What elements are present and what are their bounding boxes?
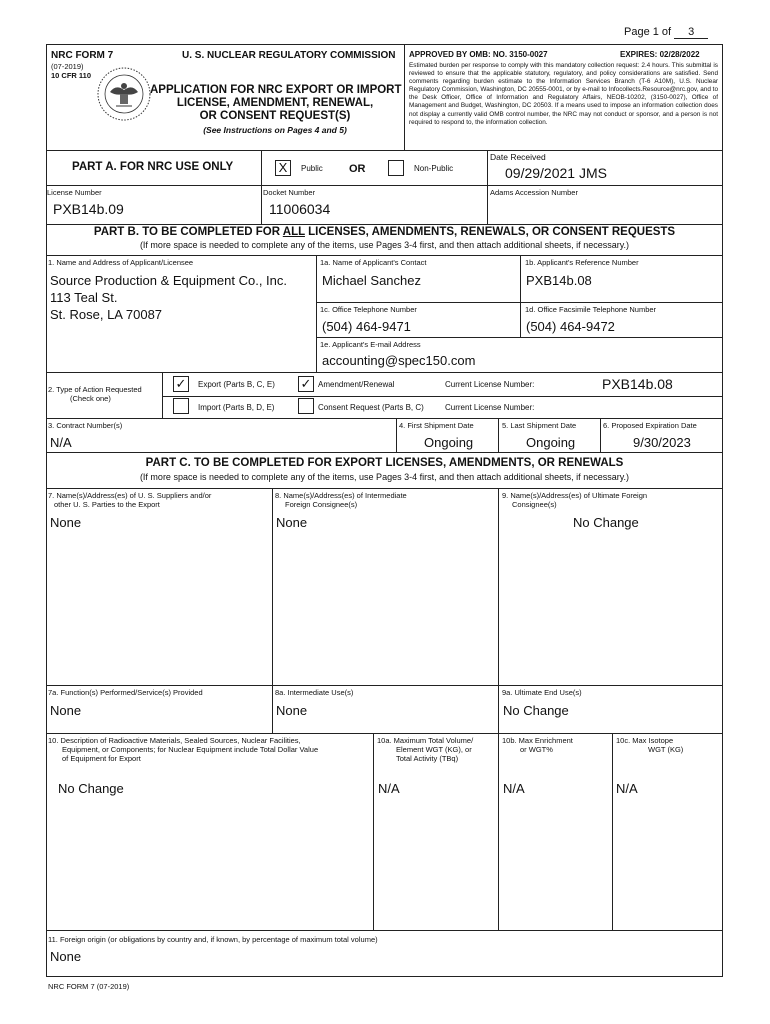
part-b-row2-rule	[46, 372, 723, 373]
part-c-row10-rule	[46, 733, 723, 734]
form-id: NRC FORM 7	[51, 50, 114, 61]
nonpublic-checkbox[interactable]	[388, 160, 404, 176]
field1a-value[interactable]: Michael Sanchez	[322, 273, 421, 288]
field4-value[interactable]: Ongoing	[424, 435, 474, 450]
part-a-mid-rule	[46, 185, 723, 186]
date-received-value[interactable]: 09/29/2021 JMS	[505, 165, 607, 181]
instructions-note: (See Instructions on Pages 4 and 5)	[203, 125, 347, 135]
field4-label: 4. First Shipment Date	[399, 421, 474, 430]
nonpublic-label: Non-Public	[414, 164, 454, 173]
field10-label-line3: of Equipment for Export	[62, 754, 141, 763]
field7-label-line2: other U. S. Parties to the Export	[54, 500, 160, 509]
field1a-label: 1a. Name of Applicant's Contact	[320, 258, 427, 267]
docket-number-value[interactable]: 11006034	[269, 201, 331, 217]
form-title-line1: APPLICATION FOR NRC EXPORT OR IMPORT	[150, 84, 402, 96]
agency-name: U. S. NUCLEAR REGULATORY COMMISSION	[182, 50, 396, 61]
form-title-line2: LICENSE, AMENDMENT, RENEWAL,	[176, 97, 374, 109]
field7-label-line1: 7. Name(s)/Address(es) of U. S. Suppliers and/or	[48, 491, 212, 500]
field7-value[interactable]: None	[50, 515, 82, 530]
part-b-title-all: ALL	[282, 226, 305, 238]
field1c-label: 1c. Office Telephone Number	[320, 305, 417, 314]
part-a-top-rule	[46, 150, 723, 151]
omb-approval: APPROVED BY OMB: NO. 3150-0027	[409, 50, 548, 59]
field1-line1[interactable]: Source Production & Equipment Co., Inc.	[50, 273, 288, 288]
field7a-value[interactable]: None	[50, 703, 82, 718]
part-a-divider-1	[261, 150, 262, 224]
export-label: Export (Parts B, C, E)	[198, 380, 275, 389]
field6-value[interactable]: 9/30/2023	[633, 435, 691, 450]
date-received-label: Date Received	[490, 152, 546, 162]
field2-mid-rule	[162, 396, 723, 397]
field10-label-line1: 10. Description of Radioactive Materials, Sealed Sources, Nuclear Facilities,	[48, 736, 301, 745]
page-number	[624, 26, 708, 39]
omb-expires: EXPIRES: 02/28/2022	[620, 50, 700, 59]
current-license-value[interactable]: PXB14b.08	[602, 376, 673, 392]
field8a-label: 8a. Intermediate Use(s)	[275, 688, 354, 697]
nrc-seal-icon	[96, 66, 152, 122]
field10b-label-line2: or WGT%	[520, 745, 553, 754]
part-b-subtitle: (If more space is needed to complete any of the items, use Pages 3-4 first, and then attach additional sheets, if necessary.)	[139, 240, 630, 250]
field2-label-line2: (Check one)	[70, 394, 111, 403]
field10a-value[interactable]: N/A	[378, 781, 400, 796]
field10a-label-line2: Element WGT (KG), or	[396, 745, 472, 754]
part-c-col-2	[498, 488, 499, 733]
part-b-row-1e-rule	[316, 337, 723, 338]
field5-divider	[498, 418, 499, 452]
public-checkbox[interactable]: X	[275, 160, 291, 176]
part-a-divider-2	[487, 150, 488, 224]
export-checkbox[interactable]: ✓	[173, 376, 189, 392]
field1b-value[interactable]: PXB14b.08	[526, 273, 592, 288]
field10b-value[interactable]: N/A	[503, 781, 525, 796]
header-divider	[404, 44, 405, 150]
field8-label-line1: 8. Name(s)/Address(es) of Intermediate	[275, 491, 407, 500]
current-license-label-2: Current License Number:	[445, 403, 535, 412]
part-b-top-rule	[46, 224, 723, 225]
field9-value[interactable]: No Change	[573, 515, 639, 530]
field7a-label: 7a. Function(s) Performed/Service(s) Provided	[48, 688, 203, 697]
field8-value[interactable]: None	[276, 515, 308, 530]
footer-form-id: NRC FORM 7 (07-2019)	[48, 982, 130, 991]
field9-label-line1: 9. Name(s)/Address(es) of Ultimate Foreign	[502, 491, 648, 500]
part-b-row1-rule	[46, 255, 723, 256]
field10c-label-line2: WGT (KG)	[648, 745, 684, 754]
field1d-label: 1d. Office Facsimile Telephone Number	[525, 305, 657, 314]
field1b-label: 1b. Applicant's Reference Number	[525, 258, 639, 267]
field2-label-line1: 2. Type of Action Requested	[48, 385, 142, 394]
part-c-col-1	[272, 488, 273, 733]
cfr-reference: 10 CFR 110	[51, 71, 92, 80]
form-frame	[46, 44, 723, 977]
license-number-label: License Number	[47, 188, 102, 197]
field6-divider	[600, 418, 601, 452]
field11-value[interactable]: None	[50, 949, 82, 964]
part-b-col-2	[520, 255, 521, 337]
field1e-value[interactable]: accounting@spec150.com	[322, 353, 476, 368]
field1-line2[interactable]: 113 Teal St.	[50, 290, 118, 305]
field8-label-line2: Foreign Consignee(s)	[285, 500, 358, 509]
part-b-title-pre: PART B. TO BE COMPLETED FOR	[93, 226, 283, 238]
form-date: (07-2019)	[51, 62, 84, 71]
field10a-label-line3: Total Activity (TBq)	[396, 754, 459, 763]
current-license-label: Current License Number:	[445, 380, 535, 389]
field2-divider	[162, 372, 163, 418]
field1e-label: 1e. Applicant's E-mail Address	[320, 340, 421, 349]
field10c-value[interactable]: N/A	[616, 781, 638, 796]
field10a-divider	[373, 733, 374, 930]
adams-accession-label: Adams Accession Number	[490, 188, 578, 197]
page-total: 3	[674, 26, 708, 39]
docket-number-label: Docket Number	[263, 188, 316, 197]
field1-line3[interactable]: St. Rose, LA 70087	[50, 307, 163, 322]
part-b-title	[46, 226, 723, 238]
import-checkbox[interactable]	[173, 398, 189, 414]
field5-value[interactable]: Ongoing	[526, 435, 576, 450]
field1d-value[interactable]: (504) 464-9472	[526, 319, 615, 334]
part-b-row-1c-rule	[316, 302, 723, 303]
page-of-label: Page 1 of	[624, 26, 672, 38]
field10c-divider	[612, 733, 613, 930]
field9a-value[interactable]: No Change	[503, 703, 569, 718]
amendment-label: Amendment/Renewal	[318, 380, 395, 389]
field5-label: 5. Last Shipment Date	[502, 421, 577, 430]
part-b-row3-rule	[46, 418, 723, 419]
consent-label: Consent Request (Parts B, C)	[318, 403, 424, 412]
part-c-subtitle: (If more space is needed to complete any of the items, use Pages 3-4 first, and then attach additional sheets, if necessary.)	[139, 472, 630, 482]
consent-checkbox[interactable]	[298, 398, 314, 414]
public-label: Public	[301, 164, 323, 173]
amendment-checkbox[interactable]: ✓	[298, 376, 314, 392]
field3-label: 3. Contract Number(s)	[48, 421, 123, 430]
field1c-value[interactable]: (504) 464-9471	[322, 319, 411, 334]
or-label: OR	[349, 163, 366, 175]
license-number-value[interactable]: PXB14b.09	[53, 201, 124, 217]
field9a-label: 9a. Ultimate End Use(s)	[502, 688, 582, 697]
field1-label: 1. Name and Address of Applicant/Licensee	[48, 258, 194, 267]
part-c-row11-rule	[46, 930, 723, 931]
part-b-title-post: LICENSES, AMENDMENTS, RENEWALS, OR CONSENT REQUESTS	[304, 226, 676, 238]
field10-value[interactable]: No Change	[58, 781, 124, 796]
part-c-row1-rule	[46, 488, 723, 489]
field8a-value[interactable]: None	[276, 703, 308, 718]
form-title-line3: OR CONSENT REQUEST(S)	[199, 110, 351, 122]
field10b-label-line1: 10b. Max Enrichment	[502, 736, 573, 745]
import-label: Import (Parts B, D, E)	[198, 403, 275, 412]
field10c-label-line1: 10c. Max Isotope	[616, 736, 674, 745]
field6-label: 6. Proposed Expiration Date	[603, 421, 697, 430]
field10b-divider	[498, 733, 499, 930]
part-b-col-1	[316, 255, 317, 372]
field11-label: 11. Foreign origin (or obligations by country and, if known, by percentage of maximum total volume)	[48, 935, 378, 944]
field10a-label-line1: 10a. Maximum Total Volume/	[377, 736, 474, 745]
part-a-title: PART A. FOR NRC USE ONLY	[72, 161, 234, 173]
field9-label-line2: Consignee(s)	[512, 500, 557, 509]
omb-burden-statement: Estimated burden per response to comply with this mandatory collection request: 2.4 hours. This submittal is reviewed to ensure that the applicable statutory, regulatory, and policy considerations are satisfied. Send comments regarding burden estimate to the Information Services Branch (T-6 A10M), U.S. Nuclear Regulatory Commission, Washington, DC 20555-0001, or by e-mail to Infocollects.Resource@nrc.gov, and to the Desk Officer, Office of Information and Regulatory Affairs, NEOB-10202, (3150-0027), Office of Management and Budget, Washington, DC 20503. If a means used to impose an information collection does not display a currently valid OMB control number, the NRC may not conduct or sponsor, and a person is not required to respond to, the information collection.	[409, 62, 718, 126]
field10-label-line2: Equipment, or Components; for Nuclear Equipment include Total Dollar Value	[62, 745, 319, 754]
part-c-row7a-rule	[46, 685, 723, 686]
part-c-top-rule	[46, 452, 723, 453]
field4-divider	[396, 418, 397, 452]
part-c-title: PART C. TO BE COMPLETED FOR EXPORT LICENSES, AMENDMENTS, OR RENEWALS	[145, 457, 624, 469]
field3-value[interactable]: N/A	[50, 435, 72, 450]
